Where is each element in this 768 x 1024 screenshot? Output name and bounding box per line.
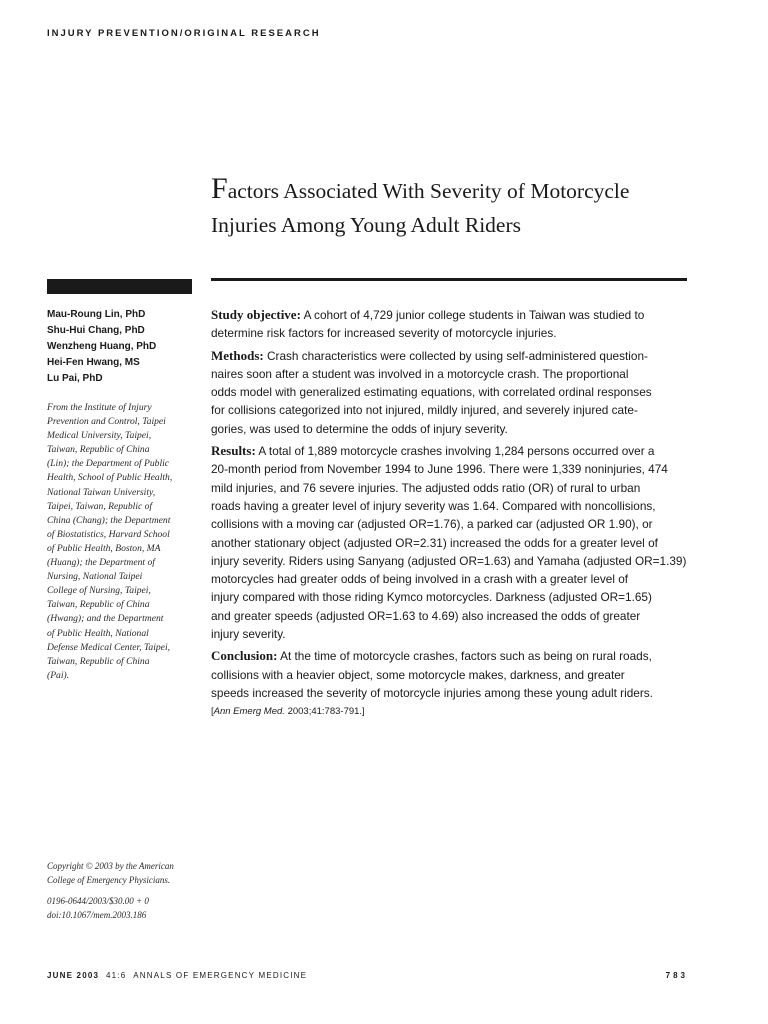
- affiliation-line: Defense Medical Center, Taipei,: [47, 641, 171, 653]
- abstract-line: collisions with a heavier object, some motorcycle makes, darkness, and greater: [211, 667, 625, 682]
- affiliation-line: (Lin); the Department of Public: [47, 458, 170, 470]
- abstract-line: gories, was used to determine the odds of injury severity.: [211, 421, 508, 436]
- copyright-line: College of Emergency Physicians.: [47, 875, 171, 885]
- sidebar-black-bar: [47, 279, 192, 294]
- author-list: [47, 307, 197, 387]
- abstract-line: [211, 442, 689, 460]
- copyright-block: [47, 859, 197, 922]
- footer-journal: ANNALS OF EMERGENCY MEDICINE: [133, 971, 308, 980]
- affiliation-line: Medical University, Taipei,: [47, 430, 152, 442]
- affiliation-line: Taiwan, Republic of China: [47, 444, 150, 456]
- affiliation-line: From the Institute of Injury: [47, 402, 152, 413]
- abstract-line: motorcycles had greater odds of being involved in a crash with a greater level of: [211, 572, 629, 587]
- conclusion-text: At the time of motorcycle crashes, factors such as being on rural roads,: [280, 649, 652, 664]
- affiliation-line: Taipei, Taiwan, Republic of: [47, 500, 153, 512]
- title-line-1: [211, 172, 691, 208]
- abstract-line: mild injuries, and 76 severe injuries. The adjusted odds ratio (OR) of rural to urban: [211, 480, 641, 495]
- affiliation-line: of Public Health, Boston, MA: [47, 542, 161, 554]
- conclusion-heading: Conclusion:: [211, 648, 278, 664]
- methods-heading: Methods:: [211, 347, 264, 363]
- abstract-line: speeds increased the severity of motorcycle injuries among these young adult riders.: [211, 685, 653, 700]
- objective-heading: Study objective:: [211, 307, 301, 322]
- section-header: INJURY PREVENTION/ORIGINAL RESEARCH: [47, 28, 321, 39]
- affiliation-line: Taiwan, Republic of China: [47, 599, 150, 611]
- abstract-conclusion: [211, 647, 689, 702]
- title-line-1-text: actors Associated With Severity of Motorcycle: [227, 179, 630, 203]
- abstract: [211, 306, 689, 720]
- affiliation-line: (Huang); the Department of: [47, 557, 155, 569]
- page-footer: [47, 971, 688, 980]
- article-title: [211, 172, 691, 242]
- abstract-line: determine risk factors for increased severity of motorcycle injuries.: [211, 326, 557, 341]
- title-dropcap: F: [211, 172, 228, 205]
- citation-journal: Ann Emerg Med.: [213, 706, 285, 718]
- footer-date: JUNE 2003: [47, 971, 100, 980]
- citation: [211, 704, 689, 720]
- affiliation-line: of Biostatistics, Harvard School: [47, 528, 170, 540]
- affiliation: [47, 401, 197, 683]
- title-rule: [211, 278, 687, 281]
- author: Wenzheng Huang, PhD: [47, 341, 157, 352]
- abstract-line: [211, 347, 689, 365]
- author: Hei-Fen Hwang, MS: [47, 357, 140, 368]
- affiliation-line: (Pai).: [47, 669, 70, 681]
- author: Shu-Hui Chang, PhD: [47, 325, 145, 336]
- abstract-line: collisions with a moving car (adjusted OR=1.76), a parked car (adjusted OR 1.90), or: [211, 517, 653, 532]
- copyright-line: Copyright © 2003 by the American: [47, 861, 174, 871]
- affiliation-line: Prevention and Control, Taipei: [47, 416, 166, 428]
- doi-line: doi:10.1067/mem.2003.186: [47, 910, 147, 920]
- abstract-line: naires soon after a student was involved in a motorcycle crash. The proportional: [211, 366, 629, 381]
- abstract-line: injury compared with those riding Kymco motorcycles. Darkness (adjusted OR=1.65): [211, 590, 652, 605]
- affiliation-line: of Public Health, National: [47, 627, 149, 639]
- affiliation-line: Health, School of Public Health,: [47, 472, 173, 484]
- affiliation-line: National Taiwan University,: [47, 486, 156, 498]
- author: Lu Pai, PhD: [47, 373, 103, 384]
- page-number: 783: [665, 971, 688, 980]
- abstract-line: and greater speeds (adjusted OR=1.63 to 4.69) also increased the odds of greater: [211, 608, 641, 623]
- results-text: A total of 1,889 motorcycle crashes involving 1,284 persons occurred over a: [258, 444, 655, 459]
- abstract-line: injury severity.: [211, 627, 286, 642]
- abstract-line: roads having a greater level of injury severity was 1.64. Compared with noncollisions,: [211, 498, 656, 513]
- results-heading: Results:: [211, 443, 256, 459]
- affiliation-line: (Hwang); and the Department: [47, 613, 164, 625]
- abstract-line: for collisions categorized into not injured, mildly injured, and severely injured cate-: [211, 403, 638, 418]
- abstract-line: 20-month period from November 1994 to June 1996. There were 1,339 noninjuries, 474: [211, 462, 668, 477]
- abstract-results: [211, 442, 689, 643]
- footer-issue: 41:6: [106, 971, 127, 980]
- affiliation-line: College of Nursing, Taipei,: [47, 585, 151, 597]
- citation-open-bracket: [: [211, 706, 214, 718]
- affiliation-line: Nursing, National Taipei: [47, 571, 143, 583]
- abstract-line: another stationary object (adjusted OR=2.31) increased the odds for a greater level of: [211, 535, 658, 550]
- copyright-spacer: [47, 887, 197, 894]
- objective-text: A cohort of 4,729 junior college students in Taiwan was studied to: [303, 308, 645, 322]
- affiliation-line: Taiwan, Republic of China: [47, 655, 150, 667]
- citation-details: 2003;41:783-791.]: [284, 706, 365, 718]
- author: Mau-Roung Lin, PhD: [47, 309, 146, 320]
- affiliation-line: China (Chang); the Department: [47, 514, 171, 526]
- abstract-line: injury severity. Riders using Sanyang (adjusted OR=1.63) and Yamaha (adjusted OR=1.39): [211, 553, 687, 568]
- abstract-line: [211, 647, 689, 665]
- abstract-line: odds model with generalized estimating equations, with correlated ordinal responses: [211, 385, 652, 400]
- issn-line: 0196-0644/2003/$30.00 + 0: [47, 896, 149, 906]
- abstract-methods: [211, 347, 689, 438]
- methods-text: Crash characteristics were collected by using self-administered question-: [267, 348, 648, 363]
- title-line-2: Injuries Among Young Adult Riders: [211, 213, 521, 237]
- abstract-line: [211, 306, 689, 324]
- abstract-objective: [211, 306, 689, 343]
